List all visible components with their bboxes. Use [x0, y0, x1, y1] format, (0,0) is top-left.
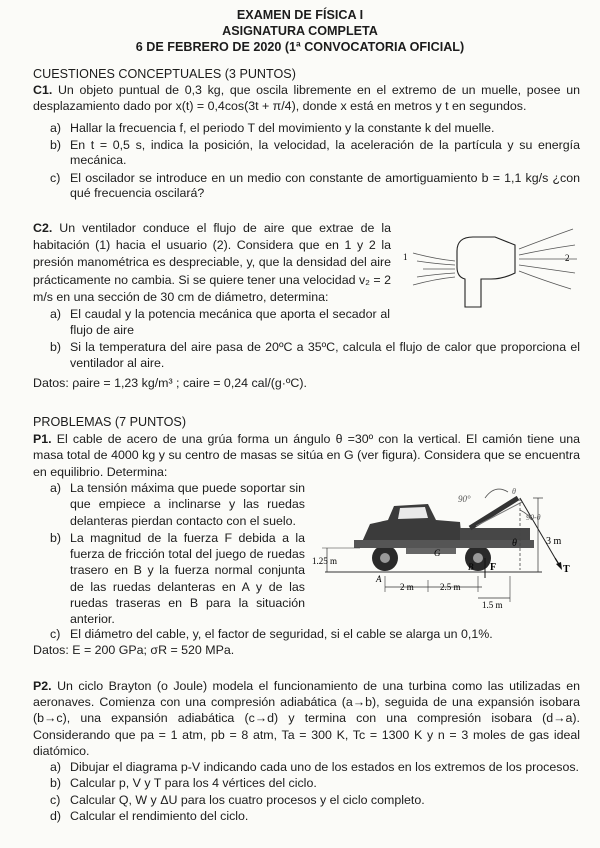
dim-2-5m-label: 2.5 m: [440, 582, 461, 592]
list-item: a) El caudal y la potencia mecánica que aporta el secador al flujo de aire: [50, 307, 390, 337]
tension-label: T: [563, 564, 570, 575]
c2-datos: Datos: ρaire = 1,23 kg/m³ ; caire = 0,24 cal/(g·ºC).: [33, 376, 307, 390]
point-g-label: G: [434, 548, 441, 558]
p1-items-ab: [50, 480, 305, 628]
question-c2: [33, 220, 391, 306]
list-item: c) Calcular Q, W y ΔU para los cuatro procesos y el ciclo completo.: [50, 792, 425, 807]
outlet-label: 2: [565, 253, 570, 263]
p1-label: P1.: [33, 432, 52, 446]
fan-figure: [395, 215, 585, 315]
list-item: b) Calcular p, V y T para los 4 vértices del ciclo.: [50, 776, 317, 791]
c1-items: [50, 121, 580, 202]
exam-date: 6 DE FEBRERO DE 2020 (1ª CONVOCATORIA OFICIAL): [135, 40, 465, 54]
dim-3m-label: 3 m: [546, 536, 562, 547]
list-item: a) Dibujar el diagrama p-V indicando cada uno de los estados en los extremos de los procesos.: [50, 760, 579, 774]
list-item: c) El diámetro del cable, y, el factor de seguridad, si el cable se alarga un 0,1%.: [50, 627, 493, 641]
inlet-label: 1: [403, 252, 408, 262]
note-theta: θ: [512, 487, 516, 496]
list-item: b) Si la temperatura del aire pasa de 20ºC a 35ºC, calcula el flujo de calor que proporciona el ventilador al aire.: [50, 340, 580, 370]
p2-label: P2.: [33, 679, 52, 693]
p2-text: Un ciclo Brayton (o Joule) modela el funcionamiento de una turbina como las utilizadas en aeronaves. Comienza con una compresión adiabática (a→b), seguida de una expansión isobara (b→c), una expansión adiabática (c→d) y termina con una compresión isobara (d→a). Considerando que pa = 1 atm, pb = 8 atm, Ta = 300 K, Tc = 1300 K y n = 3 moles de gas ideal diatómico.: [33, 679, 580, 758]
point-a-label: A: [376, 574, 382, 584]
point-b-label: B: [468, 562, 474, 572]
c2-text: Un ventilador conduce el flujo de aire que extrae de la habitación (1) hacia el usuario (2). Considera que en 1 y 2 la presión manométrica es despreciable, y, que la densidad del aire prácticamente no cambia. Si se quiere tener una velocidad v₂ = 2 m/s en una sección de 30 cm de diámetro, determina:: [33, 221, 391, 304]
list-item: a) Hallar la frecuencia f, el periodo T del movimiento y la constante k del muelle.: [50, 121, 495, 135]
section-title-problemas: PROBLEMAS (7 PUNTOS): [33, 415, 187, 429]
c2-label: C2.: [33, 221, 53, 235]
note-90: 90°: [458, 494, 471, 504]
dryer-body: [457, 237, 515, 307]
dim-2m-label: 2 m: [400, 582, 414, 592]
problem-p1: [33, 431, 580, 480]
theta-label: θ: [512, 538, 517, 549]
tension-arrowhead: [556, 562, 562, 570]
p2-items: [50, 759, 580, 824]
p1-datos: Datos: E = 200 GPa; σR = 520 MPa.: [33, 643, 235, 657]
note-90-theta: 90-θ: [526, 513, 541, 522]
exam-title: EXAMEN DE FÍSICA I: [236, 8, 364, 22]
p1-item-c: [50, 627, 580, 643]
c2-item-a: [50, 307, 390, 338]
dim-1-25m-label: 1.25 m: [312, 556, 338, 566]
question-c1: [33, 83, 580, 114]
c1-label: C1.: [33, 83, 53, 97]
list-item: b) En t = 0,5 s, indica la posición, la velocidad, la aceleración de la partícula y su energía mecánica.: [50, 137, 580, 168]
force-f-label: F: [490, 562, 497, 573]
handwritten-angle-arc: [485, 489, 508, 498]
airflow-lines-inlet: [413, 253, 455, 285]
list-item: b) La magnitud de la fuerza F debida a la fuerza de fricción total del juego de ruedas trasero en B y la fuerza normal conjunta de las ruedas delanteras en A y de las ruedas traseras en B para la situación anterior.: [50, 530, 305, 627]
c1-text: Un objeto puntual de 0,3 kg, que oscila libremente en el extremo de un muelle, posee un desplazamiento dado por x(t) = 0,4cos(3t + π/4), donde x está en metros y t en segundos.: [33, 83, 580, 113]
crane-boom: [470, 498, 522, 528]
section-title-cuestiones: CUESTIONES CONCEPTUALES (3 PUNTOS): [33, 67, 296, 81]
p1-text: El cable de acero de una grúa forma un ángulo θ =30º con la vertical. El camión tiene una masa total de 4000 kg y su centro de masas se sitúa en G (ver figura). Considera que se encuentra en equilibrio. Determina:: [33, 432, 580, 479]
dim-1-5m-label: 1.5 m: [482, 600, 503, 610]
truck-crane-figure: [310, 480, 595, 610]
truck: [354, 504, 534, 571]
exam-subtitle: ASIGNATURA COMPLETA: [222, 24, 378, 38]
list-item: c) El oscilador se introduce en un medio con constante de amortiguamiento b = 1,1 kg/s ¿con qué frecuencia oscilará?: [50, 170, 580, 201]
list-item: a) La tensión máxima que puede soportar sin que empiece a inclinarse y las ruedas delanteras pierdan contacto con el suelo.: [50, 481, 305, 528]
list-item: d) Calcular el rendimiento del ciclo.: [50, 808, 249, 823]
problem-p2: [33, 678, 580, 759]
c2-item-b: [50, 340, 580, 371]
